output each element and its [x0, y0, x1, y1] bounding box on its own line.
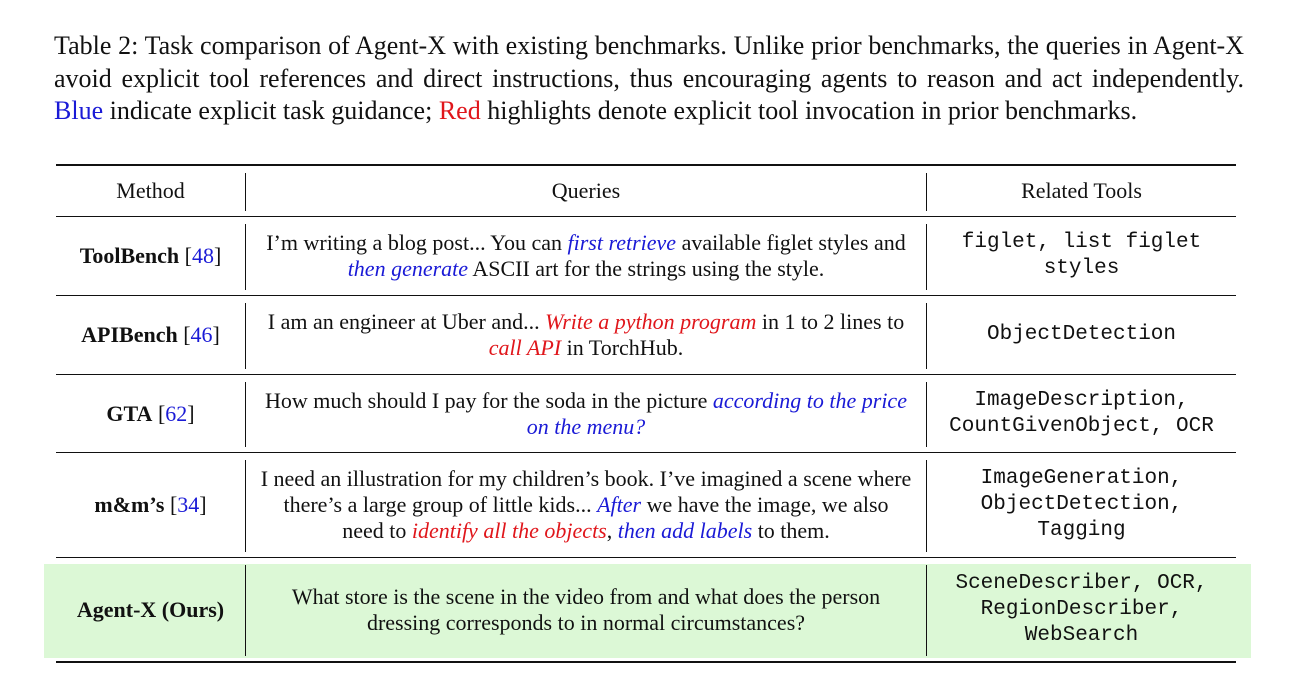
query-text: How much should I pay for the soda in the picture	[265, 387, 713, 413]
task-guidance-highlight: according to the price on the menu?	[526, 387, 907, 439]
query-text: in 1 to 2 lines to	[756, 309, 905, 334]
task-guidance-highlight: first retrieve	[567, 230, 677, 255]
table-row-tools: figlet, list figlet styles	[961, 231, 1202, 280]
method-name: APIBench	[81, 322, 178, 347]
table-row-tools: ObjectDetection	[986, 323, 1177, 346]
task-guidance-highlight: After	[597, 492, 642, 517]
citation-link[interactable]: 46	[190, 322, 213, 347]
table-row-tools: SceneDescriber, OCR, RegionDescriber, WebSearch	[955, 571, 1208, 647]
tool-invocation-highlight: call API	[488, 335, 562, 360]
table-row-query	[246, 217, 926, 295]
query-text: ,	[606, 518, 618, 543]
header-method: Method	[116, 178, 185, 203]
table-row-method: ToolBench [48]	[79, 243, 222, 268]
query-text: ASCII art for the strings using the style.	[468, 256, 825, 281]
tool-invocation-highlight: identify all the objects	[411, 518, 607, 543]
caption-red-word: Red	[438, 96, 481, 125]
query-text: available figlet styles and	[676, 230, 906, 255]
table-row-method: APIBench [46]	[81, 322, 220, 347]
task-guidance-highlight: then generate	[347, 256, 469, 281]
query-text: I am an engineer at Uber and...	[267, 309, 546, 334]
caption-mid: indicate explicit task guidance;	[109, 96, 433, 125]
header-queries: Queries	[551, 178, 621, 203]
table-bottom-rule	[56, 661, 1236, 663]
caption-blue-word: Blue	[54, 96, 104, 125]
table-row-method: GTA [62]	[106, 400, 195, 426]
query-text: I’m writing a blog post... You can	[266, 230, 568, 255]
task-guidance-highlight: then add labels	[617, 518, 753, 543]
table-row-tools: ImageDescription, CountGivenObject, OCR	[949, 388, 1214, 438]
table-row-query	[246, 375, 926, 452]
table-row-query	[246, 296, 926, 374]
citation-link[interactable]: 48	[191, 243, 214, 268]
table-row-method: m&m’s [34]	[94, 492, 207, 517]
table-row-query: What store is the scene in the video from and what does the person dressing corresponds to in normal circumstances?	[291, 583, 881, 635]
citation-link[interactable]: 34	[177, 492, 200, 517]
method-name-ours: Agent-X (Ours)	[76, 596, 225, 622]
method-name: GTA	[106, 400, 153, 426]
caption-suffix: highlights denote explicit tool invocation in prior benchmarks.	[487, 96, 1138, 125]
method-name: m&m’s	[94, 492, 165, 517]
header-related-tools: Related Tools	[1021, 178, 1142, 203]
table-row-query	[246, 453, 926, 557]
query-text: I need an illustration for my children’s book. I’ve imagined a scene where there’s a large group of little kids...	[260, 466, 912, 517]
query-text: we have the image, we also need to	[342, 492, 889, 543]
tool-invocation-highlight: Write a python program	[545, 309, 757, 334]
table-row-tools: ImageGeneration, ObjectDetection, Tagging	[980, 467, 1183, 542]
method-name: ToolBench	[79, 243, 180, 268]
caption-prefix: Table 2: Task comparison of Agent-X with existing benchmarks. Unlike prior benchmarks, the queries in Agent-X avoid explicit tool references and direct instructions, thus encouraging agents to reason and act independently.	[54, 31, 1244, 93]
table-caption	[54, 30, 1244, 128]
query-text: to them.	[752, 518, 830, 543]
query-text: in TorchHub.	[561, 335, 684, 360]
citation-link[interactable]: 62	[165, 400, 188, 426]
